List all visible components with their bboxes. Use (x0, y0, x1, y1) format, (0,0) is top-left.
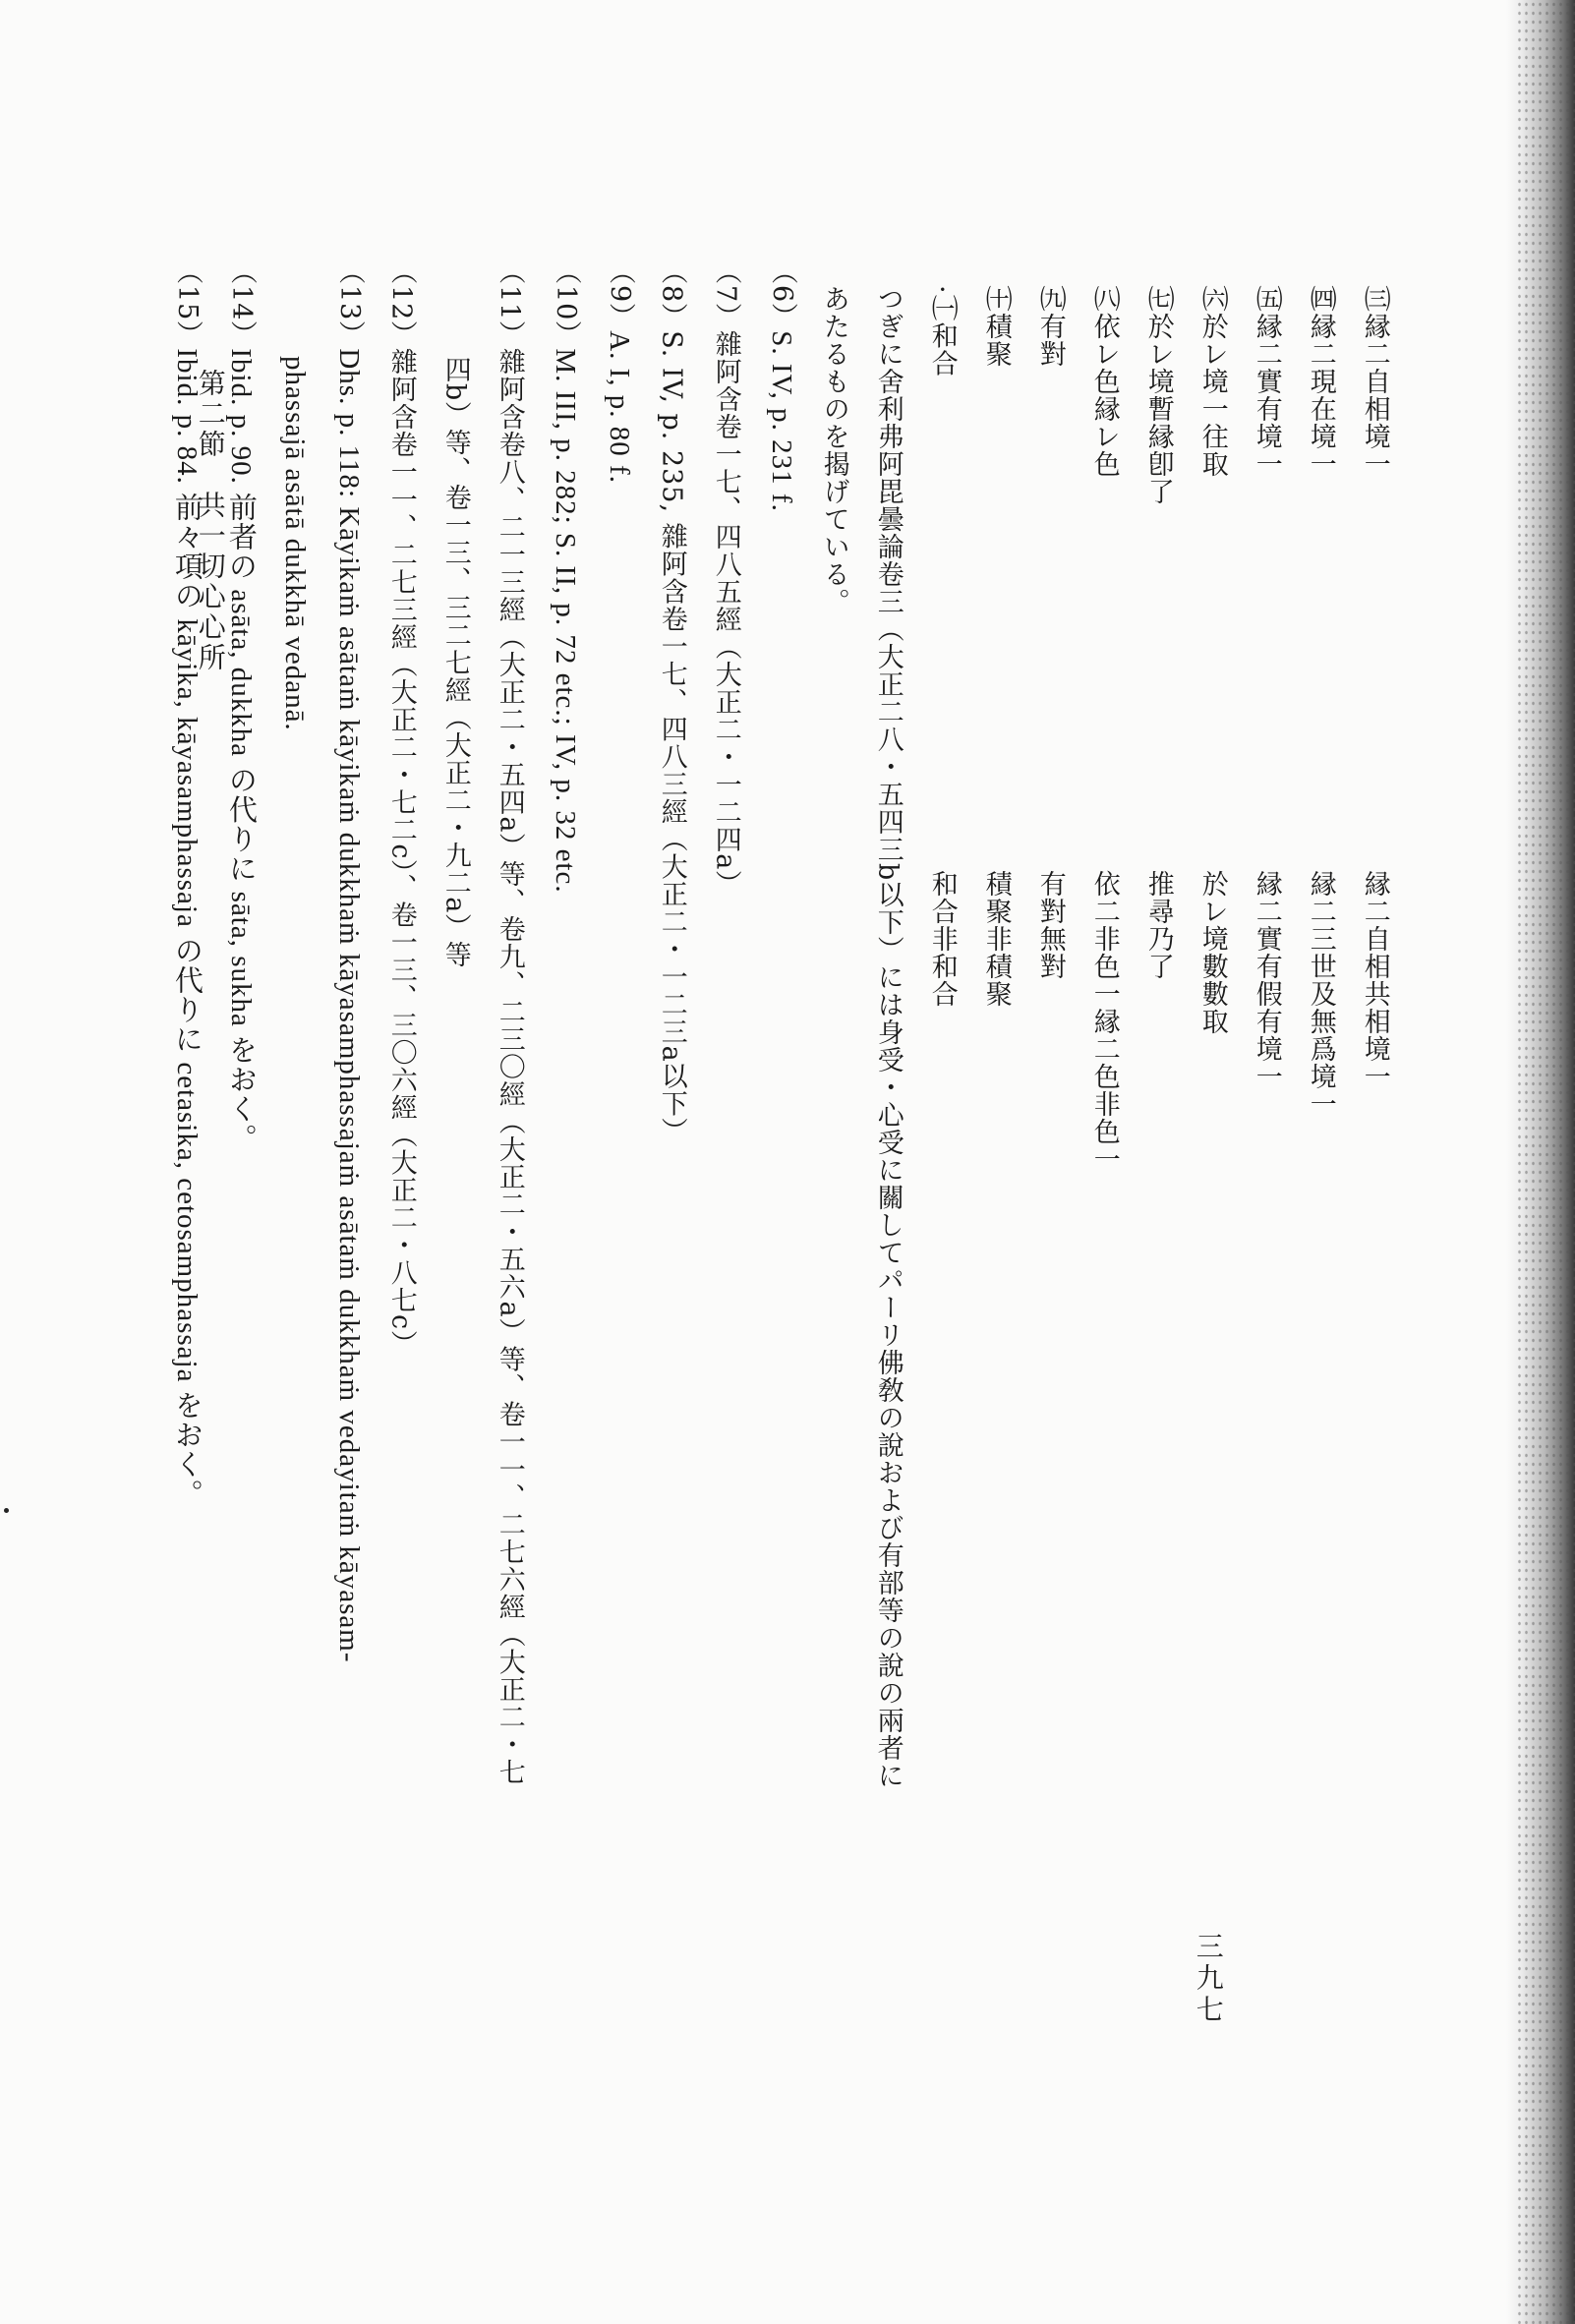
list-item-right: 積聚非積聚 (980, 870, 1012, 1008)
footnote (549, 258, 580, 894)
footnote-number: （8） (656, 258, 687, 331)
footnote-text: M. III, p. 282; S. II, p. 72 etc.; IV, p. 32 etc. (549, 348, 581, 894)
list-item-right: 推尋乃了 (1142, 870, 1174, 980)
list-item-left: ㈤縁二實有境一 (1251, 285, 1282, 478)
list-item-left: ㈩積聚 (980, 285, 1012, 368)
footnote-number: （15） (171, 258, 203, 349)
footnote-number: （11） (494, 258, 525, 349)
footnote (765, 258, 796, 512)
list-item-left: ㈢縁二自相境一 (1359, 285, 1390, 478)
body-paragraph-line: つぎに舍利弗阿毘曇論卷三（大正二八・五四三b以下）には身受・心受に關してパーリ佛敎の說および有部等の說の兩者に (872, 285, 904, 1790)
footnote-text: Ibid. p. 84. 前々項の kāyika, kāyasamphassaja の代りに cetasika, cetosamphassaja をおく。 (170, 348, 203, 1509)
footnote-text: S. IV, p. 235, 雜阿含卷一七、四八三經（大正二・一二三a以下） (656, 330, 687, 1145)
list-item-right: 依二非色一縁二色非色一 (1088, 870, 1120, 1173)
list-item-right: 縁二三世及無爲境一 (1305, 870, 1336, 1118)
page-edge-specks (1516, 0, 1575, 2324)
footnote-text: phassajā asātā dukkhā vedanā. (278, 356, 311, 731)
footnote-text: A. I, p. 80 f. (603, 330, 635, 484)
list-item-left: ·㈠和合 (926, 285, 958, 378)
footnote-text: 四b）等、卷一三、三二七經（大正二・九二a）等 (439, 356, 471, 969)
footnote (386, 258, 416, 1358)
footnote-text: Dhs. p. 118: Kāyikaṁ asātaṁ kāyikaṁ dukkhaṁ kāyasamphassajaṁ asātaṁ dukkhaṁ vedayitaṁ kāyasam- (332, 348, 365, 1663)
footnote-number: （10） (550, 258, 581, 349)
footnote-text: Ibid. p. 90. 前者の asāta, dukkha の代りに sāta, sukha をおく。 (224, 348, 257, 1154)
list-item-right: 和合非和合 (926, 870, 958, 1008)
list-item-left: ㈦於レ境暫縁卽了 (1142, 285, 1174, 505)
page-number: 三九七 (1192, 1932, 1225, 2026)
footnote-text: 雜阿含卷一一、二七三經（大正二・七二c）、卷一三、三〇六經（大正二・八七c） (385, 348, 417, 1359)
footnote-text: S. IV, p. 231 f. (765, 330, 797, 512)
stray-mark (4, 1508, 9, 1513)
list-item-right: 縁二自相共相境一 (1359, 870, 1390, 1090)
footnote (495, 258, 524, 1786)
footnote-number: （9） (604, 258, 635, 331)
footnote-number: （13） (333, 258, 365, 349)
list-item-left: ㈧依レ色縁レ色 (1088, 285, 1120, 478)
list-item-left: ㈥於レ境一往取 (1196, 285, 1228, 478)
list-item-right: 於レ境數數取 (1196, 870, 1228, 1035)
footnote (603, 258, 634, 484)
footnote-number: （7） (710, 258, 741, 331)
footnote-number: （12） (385, 258, 417, 349)
footnote-text: 雜阿含卷一七、四八五經（大正二・一二四a） (710, 330, 741, 899)
list-item-left: ㈨有對 (1034, 285, 1066, 368)
list-item-right: 有對無對 (1034, 870, 1066, 980)
footnote (657, 258, 686, 1145)
footnote-number: （14） (225, 258, 257, 349)
list-item-left: ㈣縁二現在境一 (1305, 285, 1336, 478)
footnote (332, 258, 364, 1663)
footnote-number: （6） (766, 258, 797, 331)
section-title: 第二節 共一切心心所 (194, 369, 227, 673)
footnote-text: 雜阿含卷八、二一三經（大正二・五四a）等、卷九、二三〇經（大正二・五六a）等、卷一一、二七六經（大正二・七 (494, 348, 525, 1786)
body-paragraph-line: あたるものを揭げている。 (818, 285, 849, 615)
footnote-continuation (278, 258, 310, 731)
footnote (711, 258, 740, 898)
list-item-right: 縁二實有假有境一 (1251, 870, 1282, 1090)
footnote-continuation (440, 258, 470, 968)
footnote (224, 258, 256, 1153)
